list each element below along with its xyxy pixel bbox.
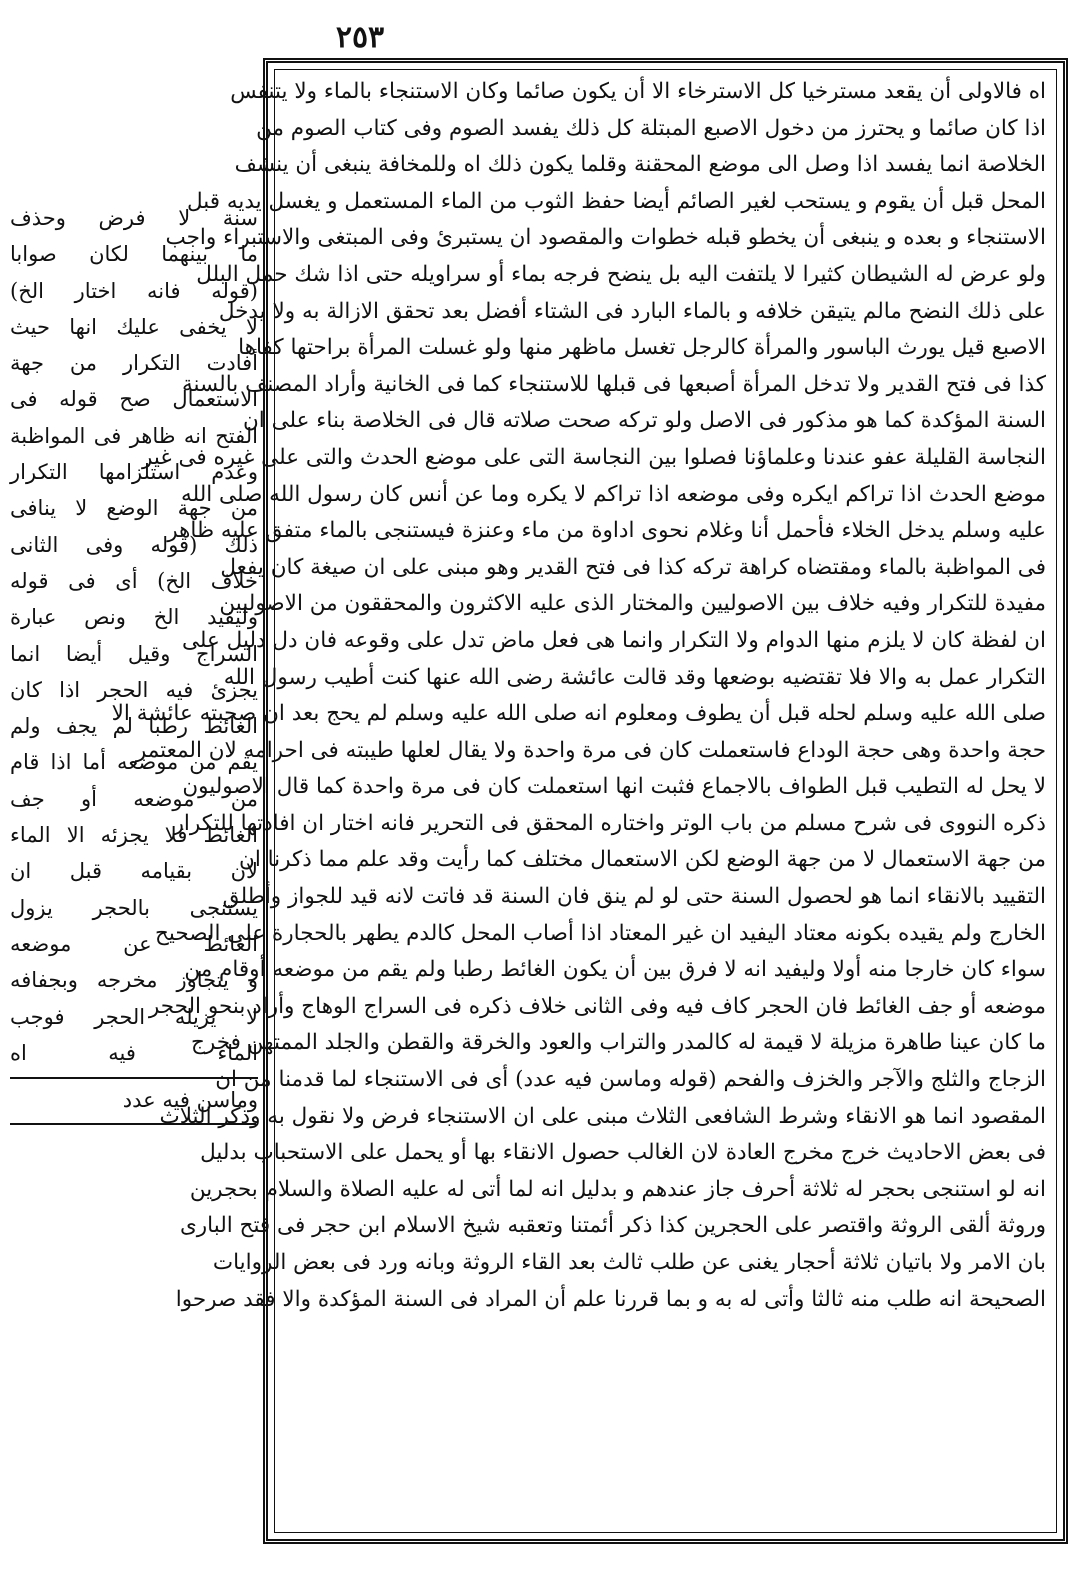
margin-text-line: وليفيد الخ ونص عبارة (10, 605, 258, 630)
margin-text-line: أفادت التكرار من جهة (10, 351, 258, 376)
margin-heading: وماسن فيه عدد (122, 1088, 258, 1113)
main-text-line: لا يحل له التطيب قبل الطواف بالاجماع فثبت انها استعملت كان فى مرة واحدة كما قال الاصوليون (182, 774, 1046, 800)
margin-text-line: الفتح انه ظاهر فى المواظبة (10, 423, 258, 448)
main-text-line: موضع الحدث اذا تراكم ايكره وفى موضعه اذا تراكم لا يكره وما عن أنس كان رسول الله صلى الله (181, 481, 1046, 507)
margin-text-line: من موضعه أو جف (10, 786, 258, 811)
main-text-line: النجاسة القليلة عفو عندنا وعلماؤنا فصلوا بين النجاسة التى على موضع الحدث والتى على غيره فى غير (142, 444, 1046, 470)
main-text-line: المحل قبل أن يقوم و يستحب لغير الصائم أيضا حفظ الثوب من الماء المستعمل و يغسل يديه قبل (186, 188, 1046, 214)
margin-text-line: وعدم استلزامها التكرار (10, 460, 258, 485)
main-text-line: مفيدة للتكرار وفيه خلاف بين الاصوليين والمختار الذى عليه الاكثرون والمحققون من الاصوليين (219, 591, 1046, 617)
main-text-line: الزجاج والثلج والآجر والخزف والفحم (قوله وماسن فيه عدد) أى فى الاستنجاء لما قدمنا من ان (215, 1067, 1046, 1093)
margin-text-line: الاستعمال صح قوله فى (10, 387, 258, 412)
main-text-line: اذا كان صائما و يحترز من دخول الاصبع المبتلة كل ذلك يفسد الصوم وفى كتاب الصوم من (256, 115, 1046, 141)
margin-text-line: لا يخفى عليك انها حيث (10, 314, 258, 339)
main-text-line: كذا فى فتح القدير ولا تدخل المرأة أصبعها فى قبلها للاستنجاء كما فى الخانية وأراد المصنف بالسنة (181, 371, 1046, 397)
main-text-line: التقييد بالانقاء انما هو لحصول السنة حتى لو لم ينق فان السنة قد فاتت لانه قيد للجواز وأطلق (222, 884, 1046, 910)
main-text-line: الخارج ولم يقيده بكونه معتاد اليفيد ان غير المعتاد اذا أصاب المحل كالدم يطهر بالحجارة على الصحيح (155, 920, 1046, 946)
main-text-line: الاصبع قيل يورث الباسور والمرأة كالرجل تغسل ماظهر منها ولو غسلت المرأة براحتها كفاها (238, 335, 1046, 361)
main-text-line: الخلاصة انما يفسد اذا وصل الى موضع المحقنة وقلما يكون ذلك اه وللمخافة ينبغى أن ينشف (234, 152, 1046, 178)
margin-text-line: يجزئ فيه الحجر اذا كان (10, 677, 258, 702)
margin-text-line: الماء فيه اه (10, 1040, 258, 1065)
margin-text-line: (قوله فانه اختار الخ) (10, 278, 258, 303)
margin-text-line: و يتجاوز مخرجه وبجفافه (10, 968, 258, 993)
main-text-line: ما كان عينا طاهرة مزيلة لا قيمة له كالمدر والتراب والعود والخرقة والقطن والجلد الممتهن فخرج (190, 1030, 1046, 1056)
main-text-line: وروثة ألقى الروثة واقتصر على الحجرين كذا ذكر أئمتنا وتعقبه شيخ الاسلام ابن حجر فى فتح البارى (179, 1213, 1046, 1239)
main-text-line: حجة واحدة وهى حجة الوداع فاستعملت كان فى مرة واحدة ولا يقال لعلها طيبته فى احرامه لان المعتمر (135, 737, 1046, 763)
margin-text-line: ما بينهما لكان صوابا (10, 242, 258, 267)
main-text-line: فى المواظبة بالماء ومقتضاه كراهة تركه كذا فى فتح القدير وهو مبنى على ان صيغة كان يفعل (220, 554, 1046, 580)
main-text-line: بان الامر ولا باتيان ثلاثة أحجار يغنى عن طلب ثالث بعد القاء الروثة وبانه ورد فى بعض الروايات (212, 1250, 1046, 1275)
margin-text-line: من جهة الوضع لا ينافى (10, 496, 258, 521)
main-text-line: فى بعض الاحاديث خرج مخرج العادة لان الغالب حصول الانقاء بها أو يحمل على الاستحباب بدليل (200, 1140, 1046, 1166)
main-text-line: المقصود انما هو الانقاء وشرط الشافعى الثلاث مبنى على ان الاستنجاء فرض ولا نقول به وذكر الثلاث (159, 1103, 1046, 1129)
margin-text-line: الغائط عن موضعه (10, 931, 258, 956)
main-text-line: التكرار عمل به والا فلا تقتضيه بوضعها وقد قالت عائشة رضى الله عنها كنت أطيب رسول الله (223, 664, 1046, 690)
margin-text-line: الغائط رطبا لم يجف ولم (10, 714, 258, 739)
main-text-line: اه فالاولى أن يقعد مسترخيا كل الاسترخاء الا أن يكون صائما وكان الاستنجاء بالماء ولا يتنفس (230, 79, 1046, 104)
main-text-line: الاستنجاء و بعده و ينبغى أن يخطو قبله خطوات والمقصود ان يستبرئ وفى المبتغى والاستبراء واجب (165, 225, 1046, 251)
main-text-line: من جهة الاستعمال لا من جهة الوضع لكن الاستعمال مختلف كما رأيت وقد علم مما ذكرنا ان (239, 847, 1046, 873)
margin-text-line: خلاف الخ) أى فى قوله (10, 568, 258, 593)
main-text-line: السنة المؤكدة كما هو مذكور فى الاصل ولو تركه صحت صلاته قال فى الخلاصة بناء على ان (243, 408, 1046, 434)
main-text-line: ان لفظة كان لا يلزم منها الدوام ولا التكرار وانما هى فعل ماض تدل على وقوعه فان دل دليل على (181, 627, 1046, 653)
margin-divider-bottom (10, 1123, 256, 1125)
margin-text-line: يستنجى بالحجر يزول (10, 895, 258, 920)
margin-commentary (10, 200, 258, 1125)
main-text-line: انه لو استنجى بحجر له ثلاثة أحرف جاز عندهم و بدليل انه لما أتى له عليه الصلاة والسلام بحجرين (189, 1176, 1046, 1202)
margin-text-line: ذلك (قوله وفى الثانى (10, 532, 258, 557)
main-text-line: عليه وسلم يدخل الخلاء فأحمل أنا وغلام نحوى اداوة من ماء وعنزة فيستنجى بالماء متفق عليه ظاهر (167, 518, 1046, 544)
main-text-line: صلى الله عليه وسلم لحله قبل أن يطوف ومعلوم انه صلى الله عليه وسلم لم يحج بعد ان صحبته عائشة الا (111, 701, 1046, 727)
margin-text-line: سنة لا فرض وحذف (10, 206, 258, 230)
page-number: ٢٥٣ (335, 20, 385, 55)
main-text-line: على ذلك النضح مالم يتيقن خلافه و بالماء البارد فى الشتاء أفضل بعد تحقق الازالة به ولا يدخل (218, 298, 1046, 324)
margin-text-line: لا يزيله الحجر فوجب (10, 1004, 258, 1029)
main-text-line: ذكره النووى فى شرح مسلم من باب الوتر واختاره المحقق فى التحرير فانه اختار ان افادتها للتكرار (173, 810, 1046, 836)
margin-text-line: يقم من موضعه أما اذا قام (10, 750, 258, 775)
main-text-line: سواء كان خارجا منه أولا وليفيد انه لا فرق بين أن يكون الغائط رطبا ولم يقم من موضعه أوقام من (184, 957, 1046, 983)
main-text-line: موضعه أو جف الغائط فان الحجر كاف فيه وفى الثانى خلاف ذكره فى السراج الوهاج وأراد بنحو الحجر (148, 993, 1046, 1019)
main-text-line: ولو عرض له الشيطان كثيرا لا يلتفت اليه بل ينضح فرجه بماء أو سراويله حتى اذا شك حمل البلل (196, 261, 1046, 287)
margin-text-line: لان بقيامه قبل ان (10, 859, 258, 884)
margin-text-line: السراج وقيل أيضا انما (10, 641, 258, 666)
margin-divider (10, 1077, 258, 1079)
main-text-line: الصحيحة انه طلب منه ثالثا وأتى له به و بما قررنا علم أن المراد فى السنة المؤكدة والا فقد صرحوا (175, 1286, 1046, 1312)
margin-text-line: الغائط فلا يجزئه الا الماء (10, 823, 258, 848)
